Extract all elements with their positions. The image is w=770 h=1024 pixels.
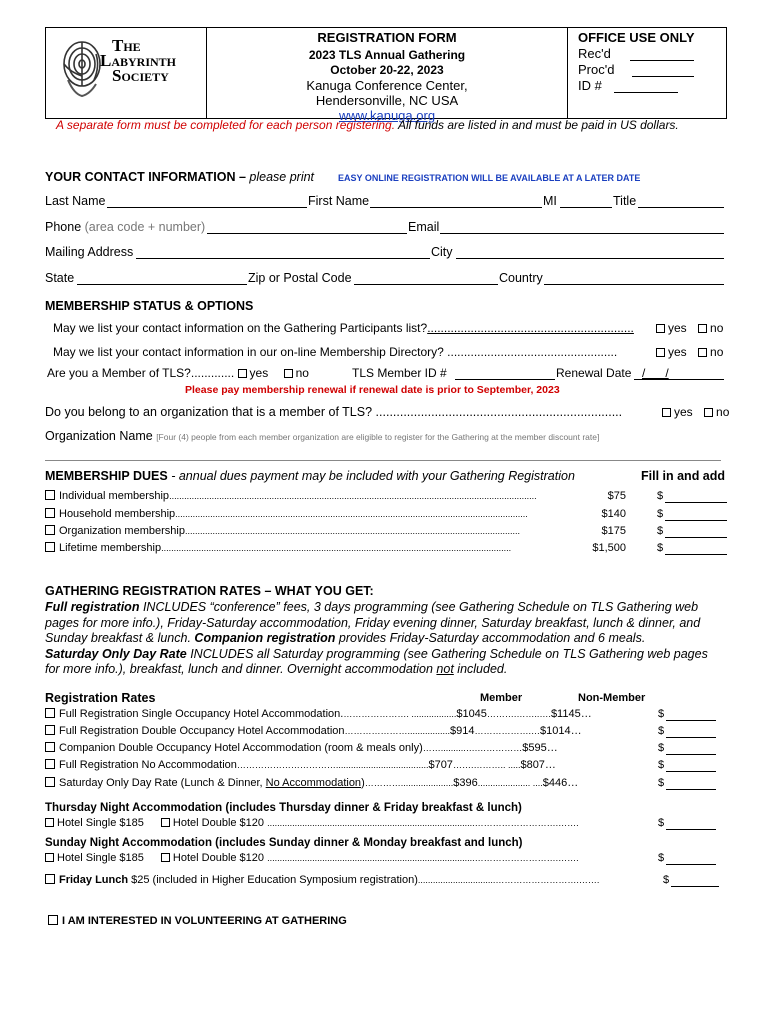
rate-nonmember-price: $595… [522,742,558,754]
member-no-label: no [295,366,309,380]
companion-text: provides Friday-Saturday accommodation and 6 meals. [338,631,646,645]
q1-yes-label: yes [668,321,687,335]
sunday-double-label: Hotel Double $120 [172,852,265,864]
rate-label: Full Registration Double Occupancy Hotel Accommodation [59,725,345,737]
col-nonmember: Non-Member [578,692,646,704]
q2-yes-label: yes [668,345,687,359]
divider [45,460,721,461]
phone-label-wrap [45,220,205,234]
dues-amount-field[interactable] [665,502,727,503]
dues-amount-field[interactable] [665,520,727,521]
website-link[interactable]: www.kanuga.org [338,108,436,123]
first-name-label: First Name [308,194,370,208]
dues-item [45,490,627,502]
q1-row [53,321,634,335]
phone-field[interactable] [207,233,407,234]
saturday-text-1: INCLUDES all Saturday programming (see Gathering Schedule on TLS Gathering web pages for more info.), breakfast, lunch and dinner. Overnight accommodation [45,646,708,676]
companion-bold: Companion registration [194,631,336,645]
dues-item [45,508,627,520]
org-dots: ....................................................................... [375,405,623,419]
rate-nonmember-price: $446… [542,777,579,789]
rate-member-price: $707 [428,759,453,771]
sunday-double-checkbox[interactable] [161,853,170,862]
rates-table-heading: Registration Rates [45,691,156,705]
rate-mid-dots: ……………….… [474,726,541,736]
dues-label: Lifetime membership [59,542,162,554]
dues-price: $1,500 [592,542,626,554]
rate-checkbox[interactable] [45,742,55,752]
mailing-label: Mailing Address [45,245,134,259]
full-reg-bold: Full registration [45,600,140,614]
sunday-amount-field[interactable] [666,864,716,865]
q2-no-label: no [710,345,724,359]
q1-no-label: no [710,321,724,335]
thursday-single-checkbox[interactable] [45,818,54,827]
q2-dots: ................................................... [447,345,618,359]
first-name-field[interactable] [370,207,542,208]
friday-bold: Friday Lunch [59,874,129,886]
org-question: Do you belong to an organization that is a member of TLS? [45,405,373,419]
friday-checkbox[interactable] [45,874,55,884]
dues-dollar: $ [657,542,664,554]
country-label: Country [499,271,543,285]
rate-row [45,742,558,754]
rate-amount-field[interactable] [666,720,716,721]
zip-field[interactable] [354,284,498,285]
rate-dollar: $ [658,759,665,771]
dues-dollar: $ [657,490,664,502]
membership-heading: MEMBERSHIP STATUS & OPTIONS [45,299,254,313]
dues-price: $140 [601,508,626,520]
sunday-dollar: $ [658,852,665,864]
state-label: State [45,271,75,285]
dues-dollar: $ [657,508,664,520]
dues-price: $175 [601,525,626,537]
dues-price: $75 [607,490,626,502]
friday-dots: ...............................……………………….……. [417,875,600,885]
org-row [45,405,622,419]
dues-checkbox[interactable] [45,525,55,535]
venue: Kanuga Conference Center, [306,78,468,93]
member-dots: ............. [190,366,235,380]
dues-checkbox[interactable] [45,490,55,500]
rates-description [45,600,725,678]
dues-heading-note: - annual dues payment may be included with your Gathering Registration [171,469,575,483]
org-options [662,405,729,419]
thursday-double-checkbox[interactable] [161,818,170,827]
dues-item [45,525,627,537]
dues-heading-text: MEMBERSHIP DUES [45,469,168,483]
rate-dots: …………………................. [344,726,451,736]
q2-no-checkbox[interactable] [698,348,707,357]
contact-heading-text: YOUR CONTACT INFORMATION – [45,170,246,184]
rate-checkbox[interactable] [45,777,55,787]
logo-text-the: The [112,36,141,55]
phone-label: Phone [45,220,82,234]
contact-heading [45,170,314,184]
member-id-label: TLS Member ID # [352,366,447,380]
friday-row [45,874,630,886]
q1-no-checkbox[interactable] [698,324,707,333]
col-member: Member [480,692,523,704]
rate-checkbox[interactable] [45,708,55,718]
member-no-checkbox[interactable] [284,369,293,378]
email-label: Email [408,220,440,234]
rate-row [45,725,582,737]
renewal-field[interactable]: / / [642,366,669,380]
dues-heading [45,469,575,483]
q1-dots: .............................................................. [427,321,634,335]
org-name-hint: [Four (4) people from each member organization are eligible to register for the Gathering at the member discount rate] [156,432,600,442]
office-procd: Proc'd [578,62,615,77]
q2-row [53,345,617,359]
rate-row [45,708,592,720]
form-title: REGISTRATION FORM [317,30,457,45]
office-title: OFFICE USE ONLY [578,30,695,45]
rate-checkbox[interactable] [45,759,55,769]
office-id: ID # [578,78,602,93]
logo-text-society: Society [112,66,169,85]
thursday-double-label: Hotel Double $120 [172,817,265,829]
dues-dots: ................................................................................................................................................... [169,491,537,501]
org-yes-checkbox[interactable] [662,408,671,417]
thursday-row [45,817,630,829]
sunday-single-label: Hotel Single $185 [57,852,144,864]
rate-amount-field[interactable] [666,789,716,790]
rate-mid-dots: ……….……..…. [486,709,551,719]
dues-label: Organization membership [59,525,185,537]
dues-amount-field[interactable] [665,537,727,538]
email-field[interactable] [440,233,724,234]
member-yes-checkbox[interactable] [238,369,247,378]
event-name: 2023 TLS Annual Gathering [308,48,466,62]
mi-label: MI [543,194,557,208]
rate-dollar: $ [658,742,665,754]
rate-mid-dots: ..................... .... [477,778,543,788]
city-field[interactable] [456,258,724,259]
mailing-field[interactable] [136,258,430,259]
contact-heading-note: please print [249,170,315,184]
rate-checkbox[interactable] [45,725,55,735]
thursday-dots: ...................................................................................……………………….……. [267,818,579,828]
rate-label: Full Registration No Accommodation [59,759,237,771]
rate-row [45,759,556,771]
dues-dots: ............................................................................................................................................. [175,509,528,519]
office-recd: Rec'd [578,46,611,61]
rate-label: Full Registration Single Occupancy Hotel Accommodation. [59,708,344,720]
city-label: City [431,245,453,259]
volunteer-checkbox[interactable] [48,915,58,925]
sunday-row [45,852,630,864]
sunday-dots: ...................................................................................……………………….……. [267,853,579,863]
logo-text-labyrinth: Labyrinth [100,51,177,70]
rate-nonmember-price: $1014… [540,725,582,737]
rate-dots: …………..................... [364,778,454,788]
rate-amount-field[interactable] [666,737,716,738]
volunteer-label: I AM INTERESTED IN VOLUNTEERING AT GATHERING [62,915,347,927]
last-name-label: Last Name [45,194,106,208]
saturday-not: not [436,662,454,676]
rate-dollar: $ [658,725,665,737]
volunteer-row [48,915,347,927]
renewal-note: Please pay membership renewal if renewal date is prior to September, 2023 [185,384,560,396]
org-name-row [45,429,599,443]
rate-amount-field[interactable] [666,771,716,772]
title-field[interactable] [638,207,724,208]
fill-in-label: Fill in and add [641,469,726,483]
event-dates: October 20-22, 2023 [330,63,444,77]
online-note: EASY ONLINE REGISTRATION WILL BE AVAILABLE AT A LATER DATE [338,173,641,183]
rate-amount-field[interactable] [666,754,716,755]
phone-hint: (area code + number) [84,220,206,234]
zip-label: Zip or Postal Code [248,271,352,285]
office-id-line [614,92,678,93]
rate-label-end: ) [361,777,365,789]
rate-nonmember-price: $807… [520,759,556,771]
member-yes-label: yes [249,366,269,380]
rate-member-price: $914 [450,725,475,737]
member-question: Are you a Member of TLS? [47,366,191,380]
notice [56,118,679,132]
member-row [47,366,309,380]
thursday-heading: Thursday Night Accommodation (includes Thursday dinner & Friday breakfast & lunch) [45,802,522,814]
location: Hendersonville, NC USA [315,93,459,108]
office-procd-line [632,76,694,77]
last-name-field[interactable] [107,207,307,208]
rate-member-price: $396 [453,777,478,789]
org-no-label: no [716,405,730,419]
title-label: Title [613,194,637,208]
rate-dots: ……………………………..................................... [236,760,429,770]
friday-text: $25 (included in Higher Education Symposium registration) [131,874,418,886]
rate-mid-dots: …….……….. ..... [452,760,521,770]
renewal-underline [634,379,724,380]
mi-field[interactable] [560,207,612,208]
rates-heading: GATHERING REGISTRATION RATES – WHAT YOU GET: [45,584,374,598]
rate-label: Companion Double Occupancy Hotel Accommodation (room & meals only) [59,742,423,754]
thursday-dollar: $ [658,817,665,829]
dues-checkbox[interactable] [45,542,55,552]
dues-amount-field[interactable] [665,554,727,555]
member-id-field[interactable] [455,379,555,380]
dues-dots: ............................................................................................................................................ [161,543,512,553]
q2-options [656,345,723,359]
rate-nonmember-price: $1145… [550,708,592,720]
rate-label: Saturday Only Day Rate (Lunch & Dinner, [59,777,263,789]
friday-amount-field[interactable] [671,886,719,887]
dues-label: Household membership [59,508,176,520]
org-name-label: Organization Name [45,429,153,443]
full-reg-text: INCLUDES “conference” fees, 3 days programming (see Gathering Schedule on TLS Gathering web pages for more info.), Friday-Saturday accommodation, Friday evening dinner, Saturday breakfast, lunch & dinner, and Sunday breakfast & lunch. [45,600,701,645]
friday-dollar: $ [663,874,670,886]
q2-yes-checkbox[interactable] [656,348,665,357]
q1-options [656,321,723,335]
logo-cell [46,28,207,118]
sunday-single-checkbox[interactable] [45,853,54,862]
thursday-single-label: Hotel Single $185 [57,817,144,829]
rate-dollar: $ [658,777,665,789]
state-field[interactable] [77,284,247,285]
dues-dollar: $ [657,525,664,537]
saturday-bold: Saturday Only Day Rate [45,646,187,661]
header-box [45,27,727,123]
sunday-heading: Sunday Night Accommodation (includes Sunday dinner & Monday breakfast and lunch) [45,837,523,849]
dues-checkbox[interactable] [45,508,55,518]
renewal-label: Renewal Date [556,366,632,380]
q2-text: May we list your contact information in our on-line Membership Directory? [53,345,444,359]
org-yes-label: yes [674,405,693,419]
country-field[interactable] [544,284,724,285]
rate-label-underlined: No Accommodation [265,777,362,789]
header-center [207,28,568,123]
rate-dots: …………………. .................. [343,709,457,719]
org-no-checkbox[interactable] [704,408,713,417]
notice-black: All funds are listed in and must be paid in US dollars. [397,118,679,132]
dues-label: Individual membership [59,490,170,502]
q1-yes-checkbox[interactable] [656,324,665,333]
rate-dots: ……..........….…………… [422,743,523,753]
office-use-box [568,28,726,118]
rate-row [45,777,578,789]
notice-red: A separate form must be completed for each person registering. [56,118,396,132]
thursday-amount-field[interactable] [666,829,716,830]
rate-member-price: $1045 [456,708,487,720]
office-recd-line [630,60,694,61]
rate-dollar: $ [658,708,665,720]
saturday-text-2: included. [457,662,508,676]
dues-item [45,542,627,554]
q1-text: May we list your contact information on the Gathering Participants list? [53,321,428,335]
dues-dots: ...................................................................................................................................... [184,526,521,536]
